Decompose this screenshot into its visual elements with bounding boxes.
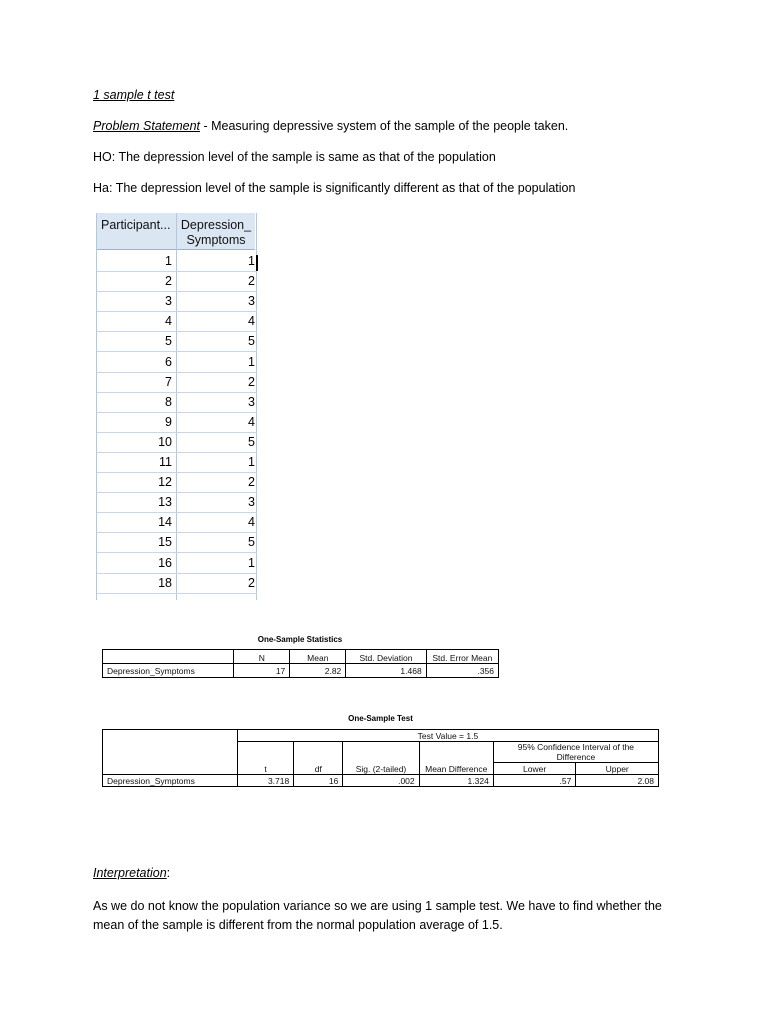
cell-participant[interactable]: 5 bbox=[165, 334, 172, 349]
table-row bbox=[97, 492, 257, 513]
table-row bbox=[97, 512, 257, 533]
cell-depression-symptoms[interactable]: 2 bbox=[248, 374, 255, 389]
cell-depression-symptoms[interactable]: 3 bbox=[248, 394, 255, 409]
document-title: 1 sample t test bbox=[93, 88, 175, 102]
header-t: t bbox=[237, 742, 293, 775]
value-mean-difference: 1.324 bbox=[419, 775, 493, 787]
interpretation-heading bbox=[93, 866, 170, 880]
cell-depression-symptoms[interactable]: 2 bbox=[248, 575, 255, 590]
cell-depression-symptoms[interactable]: 4 bbox=[248, 414, 255, 429]
cell-participant[interactable]: 2 bbox=[165, 274, 172, 289]
alternative-hypothesis: Ha: The depression level of the sample is significantly different as that of the population bbox=[93, 181, 576, 195]
cell-depression-symptoms[interactable]: 1 bbox=[248, 455, 255, 469]
cell-participant[interactable]: 16 bbox=[158, 555, 172, 570]
table-row bbox=[97, 472, 257, 493]
header-mean: Mean bbox=[290, 650, 346, 664]
cell-participant[interactable]: 14 bbox=[158, 515, 172, 530]
cell-depression-symptoms[interactable]: 1 bbox=[248, 354, 255, 369]
corner-cell bbox=[103, 650, 234, 664]
table-row bbox=[97, 271, 257, 292]
test-table-title: One-Sample Test bbox=[348, 714, 413, 723]
header-sig: Sig. (2-tailed) bbox=[343, 742, 419, 775]
row-label: Depression_Symptoms bbox=[103, 664, 234, 678]
interpretation-label: Interpretation bbox=[93, 866, 167, 880]
table-row bbox=[97, 432, 257, 453]
cell-participant[interactable]: 15 bbox=[158, 535, 172, 550]
header-lower: Lower bbox=[493, 763, 576, 775]
cell-depression-symptoms[interactable]: 3 bbox=[248, 495, 255, 510]
table-row bbox=[97, 553, 257, 574]
cell-participant[interactable]: 10 bbox=[158, 434, 172, 449]
cell-depression-symptoms[interactable]: 1 bbox=[248, 254, 255, 268]
interpretation-text: As we do not know the population variance so we are using 1 sample test. We have to find whether the mean of the sample is different from the normal population average of 1.5. bbox=[93, 899, 662, 932]
value-sig: .002 bbox=[343, 775, 419, 787]
stats-table-title: One-Sample Statistics bbox=[257, 635, 343, 644]
table-row bbox=[97, 412, 257, 433]
header-n: N bbox=[234, 650, 290, 664]
cell-depression-symptoms[interactable]: 5 bbox=[248, 334, 255, 349]
null-hypothesis: HO: The depression level of the sample is same as that of the population bbox=[93, 150, 496, 164]
header-std-error-mean: Std. Error Mean bbox=[426, 650, 498, 664]
one-sample-test-table bbox=[102, 729, 659, 787]
cell-participant[interactable]: 4 bbox=[165, 314, 172, 329]
cell-depression-symptoms[interactable]: 4 bbox=[248, 515, 255, 530]
cell-depression-symptoms[interactable]: 1 bbox=[248, 555, 255, 570]
cell-participant[interactable]: 1 bbox=[165, 254, 172, 268]
cell-depression-symptoms[interactable]: 2 bbox=[248, 475, 255, 490]
cell-participant[interactable]: 13 bbox=[158, 495, 172, 510]
table-row bbox=[97, 251, 257, 272]
value-mean: 2.82 bbox=[290, 664, 346, 678]
cell-depression-symptoms[interactable]: 2 bbox=[248, 274, 255, 289]
header-std-deviation: Std. Deviation bbox=[346, 650, 426, 664]
problem-label: Problem Statement bbox=[93, 119, 200, 133]
table-row bbox=[97, 352, 257, 373]
cell-participant[interactable]: 3 bbox=[165, 294, 172, 309]
cell-participant[interactable]: 6 bbox=[165, 354, 172, 369]
column-header-participant[interactable]: Participant... bbox=[97, 213, 176, 250]
cell-depression-symptoms[interactable]: 4 bbox=[248, 314, 255, 329]
value-n: 17 bbox=[234, 664, 290, 678]
cell-participant[interactable]: 9 bbox=[165, 414, 172, 429]
value-lower: .57 bbox=[493, 775, 576, 787]
value-upper: 2.08 bbox=[576, 775, 659, 787]
problem-statement bbox=[93, 119, 568, 133]
cell-participant[interactable]: 12 bbox=[158, 475, 172, 490]
cell-depression-symptoms[interactable]: 5 bbox=[248, 535, 255, 550]
cell-cursor bbox=[256, 255, 258, 271]
header-mean-difference: Mean Difference bbox=[419, 742, 493, 775]
ci-header: 95% Confidence Interval of the Difference bbox=[493, 742, 658, 763]
test-value-header: Test Value = 1.5 bbox=[237, 730, 658, 742]
cell-depression-symptoms[interactable]: 5 bbox=[248, 434, 255, 449]
table-row bbox=[97, 331, 257, 352]
cell-participant[interactable]: 8 bbox=[165, 394, 172, 409]
cell-participant[interactable]: 11 bbox=[159, 455, 172, 469]
table-row bbox=[97, 372, 257, 393]
row-label: Depression_Symptoms bbox=[103, 775, 238, 787]
table-row bbox=[97, 392, 257, 413]
spss-data-grid bbox=[93, 213, 261, 600]
header-upper: Upper bbox=[576, 763, 659, 775]
table-row bbox=[97, 452, 257, 473]
corner-cell bbox=[103, 730, 238, 775]
table-row bbox=[97, 573, 257, 594]
table-row bbox=[97, 311, 257, 332]
header-df: df bbox=[294, 742, 343, 775]
table-row bbox=[97, 291, 257, 312]
table-row bbox=[97, 532, 257, 553]
cell-participant[interactable]: 7 bbox=[165, 374, 172, 389]
column-header-depression-symptoms[interactable]: Depression_ Symptoms bbox=[177, 213, 255, 250]
value-t: 3.718 bbox=[237, 775, 293, 787]
value-df: 16 bbox=[294, 775, 343, 787]
value-std-error-mean: .356 bbox=[426, 664, 498, 678]
value-std-deviation: 1.468 bbox=[346, 664, 426, 678]
interpretation-colon: : bbox=[166, 866, 171, 880]
problem-text: - Measuring depressive system of the sample of the people taken. bbox=[200, 119, 569, 133]
one-sample-statistics-table bbox=[102, 649, 499, 678]
cell-participant[interactable]: 18 bbox=[158, 575, 172, 590]
cell-depression-symptoms[interactable]: 3 bbox=[248, 294, 255, 309]
